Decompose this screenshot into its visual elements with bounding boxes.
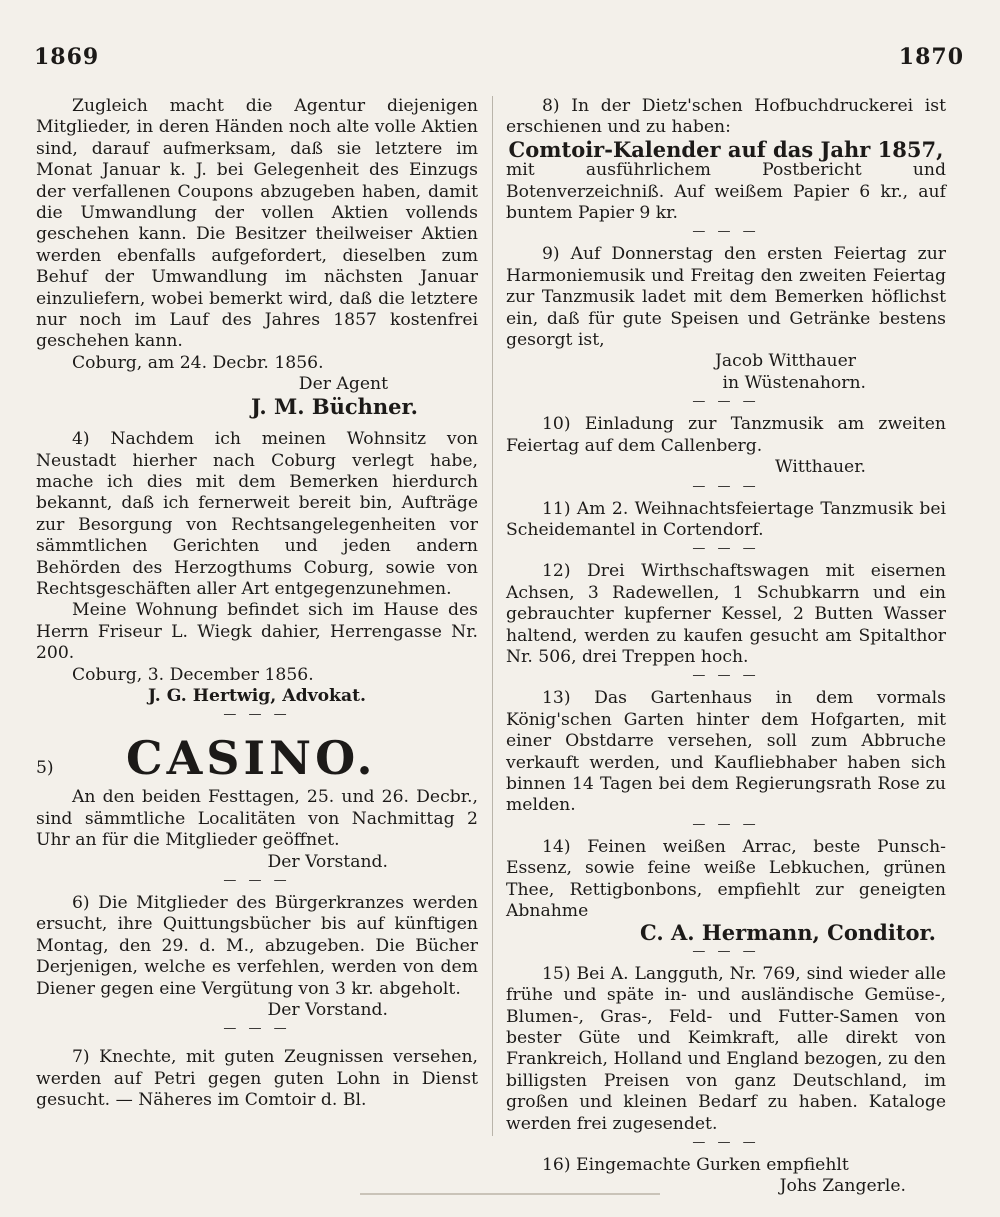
separator-line: — — — (692, 668, 760, 684)
notice-8-text: 8) In der Dietz'schen Hofbuchdruckerei ist erschienen und zu haben: (506, 96, 946, 138)
spacer (36, 417, 478, 429)
notice-agentur-signature-role: Der Agent (298, 374, 388, 395)
notice-14-text: 14) Feinen weißen Arrac, beste Punsch-Essenz, sowie feine weiße Lebkuchen, grünen Thee, Rettigbonbons, empfiehlt zur geneigten Abnahme (506, 836, 946, 921)
separator-line: — — — (692, 943, 760, 959)
notice-5-signature: Der Vorstand. (267, 851, 388, 872)
separator-line: — — — (692, 394, 760, 410)
notice-8-details: mit ausführlichem Postbericht und Botenverzeichniß. Auf weißem Papier 6 kr., auf buntem Papier 9 kr. (506, 160, 946, 224)
notice-6-text: 6) Die Mitglieder des Bürgerkranzes werden ersucht, ihre Quittungsbücher bis auf künftigen Montag, den 29. d. M., abzugeben. Die Bücher Derjenigen, welche es verfehlen, werden von dem Diener gegen eine Vergütung von 3 kr. abgeholt. (36, 893, 478, 999)
notice-4-text: 4) Nachdem ich meinen Wohnsitz von Neustadt hierher nach Coburg verlegt habe, mache ich dies mit dem Bemerken hierdurch bekannt, daß ich fernerweit bereit bin, Aufträge zur Besorgung von Rechtsangelegenheiten vor sämmtlichen Gerichten und jeden andern Behörden des Herzogthums Coburg, sowie von Rechtsgeschäften aller Art entgegenzunehmen. (36, 429, 478, 599)
notice-11-text: 11) Am 2. Weihnachtsfeiertage Tanzmusik bei Scheidemantel in Cortendorf. (506, 498, 946, 540)
notice-16-signature: Johs Zangerle. (779, 1176, 906, 1197)
notice-16-text: 16) Eingemachte Gurken empfiehlt (542, 1155, 849, 1176)
separator-line: — — — (692, 1135, 760, 1151)
separator-line: — — — (223, 707, 291, 723)
notice-8-title: Comtoir-Kalender auf das Jahr 1857, (508, 136, 944, 162)
notice-agentur-signature: J. M. Büchner. (251, 393, 418, 419)
notice-9-text: 9) Auf Donnerstag den ersten Feiertag zur Harmoniemusik und Freitag den zweiten Feiertag zur Tanzmusik ladet mit dem Bemerken höflichst ein, daß für gute Speisen und Getränke bestens gesorgt ist, (506, 244, 946, 351)
notice-7-text: 7) Knechte, mit guten Zeugnissen versehen, werden auf Petri gegen guten Lohn in Dienst gesucht. — Näheres im Comtoir d. Bl. (36, 1047, 478, 1111)
notice-13-text: 13) Das Gartenhaus in dem vormals König'schen Garten hinter dem Hofgarten, mit einer Obstdarre versehen, soll zum Abbruche verkauft werden, und Kaufliebhaber haben sich binnen 14 Tagen bei dem Regierungsrath Rose zu melden. (506, 688, 946, 816)
notice-4-date: Coburg, 3. December 1856. (72, 664, 314, 685)
separator-line: — — — (692, 478, 760, 494)
separator-line: — — — (692, 816, 760, 832)
left-column (36, 96, 478, 1112)
separator-line: — — — (692, 224, 760, 240)
notice-12-text: 12) Drei Wirthschaftswagen mit eisernen Achsen, 3 Radewellen, 1 Schubkarrn und ein gebrauchter kupferner Kessel, 2 Butten Wasser haltend, werden zu kaufen gesucht am Spitalthor Nr. 506, drei Treppen hoch. (506, 561, 946, 667)
notice-4-address: Meine Wohnung befindet sich im Hause des Herrn Friseur L. Wiegk dahier, Herrengasse Nr. 200. (36, 600, 478, 664)
right-column (506, 96, 946, 1198)
notice-4-signature: J. G. Hertwig, Advokat. (147, 685, 367, 706)
notice-14-signature: C. A. Hermann, Conditor. (640, 920, 936, 946)
notice-9-signature-place: in Wüstenahorn. (722, 372, 866, 393)
notice-agentur-text: Zugleich macht die Agentur diejenigen Mitglieder, in deren Händen noch alte volle Aktien sind, darauf aufmerksam, daß sie letztere im Monat Januar k. J. bei Gelegenheit des Einzugs der verfallenen Coupons abzugeben haben, damit die Umwandlung der vollen Aktien vollends geschehen kann. Die Besitzer theilweiser Aktien werden ebenfalls aufgefordert, dieselben zum Behuf der Umwandlung im nächsten Januar einzuliefern, wobei bemerkt wird, daß die letztere nur noch im Lauf des Jahres 1857 kostenfrei geschehen kann. (36, 96, 478, 352)
separator-line: — — — (223, 873, 291, 888)
page-number-left: 1869 (34, 44, 100, 70)
notice-10-signature: Witthauer. (774, 457, 866, 478)
notice-6-signature: Der Vorstand. (267, 1000, 388, 1021)
notice-10-text: 10) Einladung zur Tanzmusik am zweiten Feiertag auf dem Callenberg. (506, 414, 946, 456)
bottom-rule (360, 1193, 660, 1195)
notice-5-number: 5) (36, 757, 54, 778)
notice-5-text: An den beiden Festtagen, 25. und 26. Decbr., sind sämmtliche Localitäten von Nachmittag 2 Uhr an für die Mitglieder geöffnet. (36, 787, 478, 851)
column-divider (492, 96, 493, 1136)
notice-15-text: 15) Bei A. Langguth, Nr. 769, sind wieder alle frühe und späte in- und ausländische Gemüse-, Blumen-, Gras-, Feld- und Futter-Samen von bester Güte und Keimkraft, alle direkt von Frankreich, Holland und England bezogen, zu den billigsten Preisen von ganz Deutschland, im großen und kleinen Bedarf zu haben. Kataloge werden frei zugesendet. (506, 963, 946, 1134)
separator-line: — — — (692, 541, 760, 557)
casino-heading (36, 731, 478, 786)
casino-title: CASINO. (126, 731, 377, 786)
notice-agentur-date: Coburg, am 24. Decbr. 1856. (72, 352, 324, 373)
notice-9-signature-name: Jacob Witthauer (714, 351, 856, 372)
page-number-right: 1870 (898, 44, 964, 70)
separator-line: — — — (223, 1021, 291, 1037)
